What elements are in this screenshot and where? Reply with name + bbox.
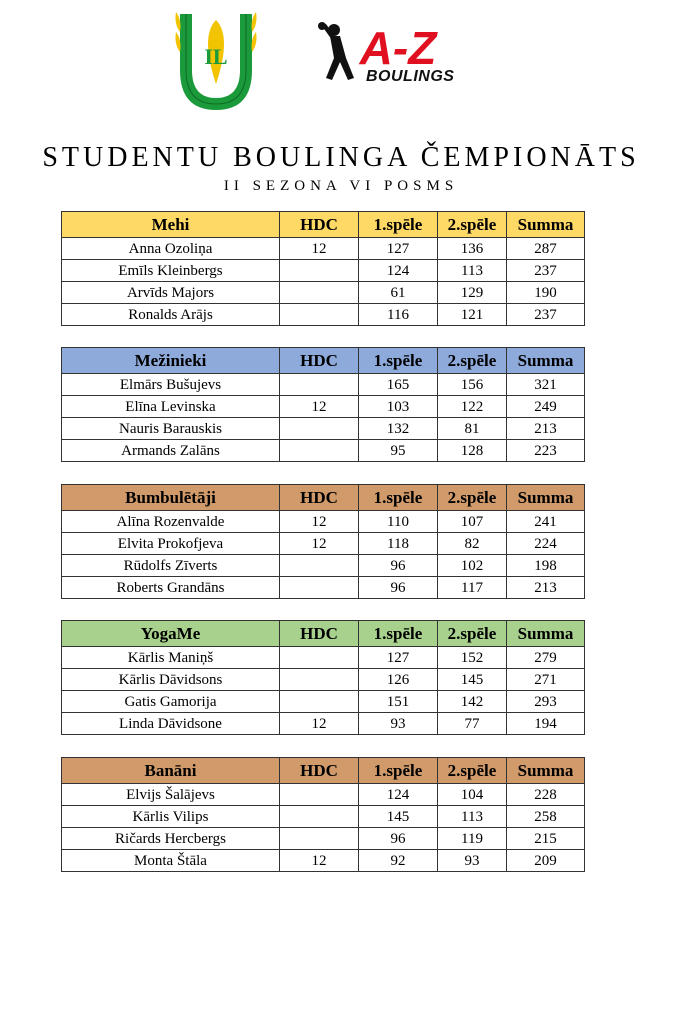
game2-cell: 113 <box>438 260 507 282</box>
game1-cell: 145 <box>359 806 438 828</box>
sum-cell: 249 <box>507 396 585 418</box>
game2-cell: 82 <box>438 533 507 555</box>
game1-cell: 151 <box>359 691 438 713</box>
game2-cell: 145 <box>438 669 507 691</box>
game2-cell: 136 <box>438 238 507 260</box>
sum-cell: 293 <box>507 691 585 713</box>
player-name: Kārlis Dāvidsons <box>62 669 280 691</box>
sum-header: Summa <box>507 621 585 647</box>
game1-cell: 61 <box>359 282 438 304</box>
sum-cell: 223 <box>507 440 585 462</box>
game2-cell: 107 <box>438 511 507 533</box>
sum-cell: 271 <box>507 669 585 691</box>
player-row <box>62 555 585 577</box>
sum-header: Summa <box>507 348 585 374</box>
player-row <box>62 850 585 872</box>
game2-header: 2.spēle <box>438 621 507 647</box>
player-row <box>62 260 585 282</box>
player-row <box>62 396 585 418</box>
sum-cell: 215 <box>507 828 585 850</box>
team-table <box>61 347 585 462</box>
game1-header: 1.spēle <box>359 621 438 647</box>
player-row <box>62 282 585 304</box>
team-table <box>61 757 585 872</box>
game1-cell: 165 <box>359 374 438 396</box>
player-row <box>62 238 585 260</box>
player-name: Elmārs Bušujevs <box>62 374 280 396</box>
team-name: Mehi <box>62 212 280 238</box>
team-table <box>61 211 585 326</box>
game1-cell: 96 <box>359 828 438 850</box>
player-row <box>62 533 585 555</box>
hdc-cell <box>280 828 359 850</box>
team-table <box>61 620 585 735</box>
hdc-cell <box>280 555 359 577</box>
player-name: Monta Štāla <box>62 850 280 872</box>
page-subtitle: II SEZONA VI POSMS <box>223 178 459 194</box>
game2-header: 2.spēle <box>438 348 507 374</box>
sum-header: Summa <box>507 758 585 784</box>
team-name: Mežinieki <box>62 348 280 374</box>
hdc-cell <box>280 282 359 304</box>
page-title: STUDENTU BOULINGA ČEMPIONĀTS <box>42 142 640 173</box>
game1-cell: 126 <box>359 669 438 691</box>
hdc-cell <box>280 304 359 326</box>
game1-cell: 118 <box>359 533 438 555</box>
game2-cell: 104 <box>438 784 507 806</box>
game2-cell: 119 <box>438 828 507 850</box>
player-row <box>62 669 585 691</box>
game1-cell: 103 <box>359 396 438 418</box>
player-row <box>62 511 585 533</box>
player-name: Armands Zalāns <box>62 440 280 462</box>
sum-cell: 228 <box>507 784 585 806</box>
hdc-header: HDC <box>280 348 359 374</box>
hdc-cell <box>280 784 359 806</box>
sum-cell: 279 <box>507 647 585 669</box>
hdc-cell <box>280 577 359 599</box>
player-row <box>62 713 585 735</box>
game2-cell: 129 <box>438 282 507 304</box>
player-row <box>62 374 585 396</box>
hdc-cell: 12 <box>280 533 359 555</box>
game2-cell: 121 <box>438 304 507 326</box>
game1-cell: 127 <box>359 647 438 669</box>
game2-header: 2.spēle <box>438 758 507 784</box>
hdc-header: HDC <box>280 485 359 511</box>
player-row <box>62 440 585 462</box>
player-row <box>62 828 585 850</box>
game1-header: 1.spēle <box>359 758 438 784</box>
game1-cell: 124 <box>359 260 438 282</box>
player-name: Elvijs Šalājevs <box>62 784 280 806</box>
sum-header: Summa <box>507 212 585 238</box>
hdc-header: HDC <box>280 212 359 238</box>
game1-cell: 95 <box>359 440 438 462</box>
hdc-cell: 12 <box>280 850 359 872</box>
player-name: Alīna Rozenvalde <box>62 511 280 533</box>
hdc-cell <box>280 418 359 440</box>
hdc-header: HDC <box>280 758 359 784</box>
sum-cell: 194 <box>507 713 585 735</box>
player-row <box>62 418 585 440</box>
game2-cell: 156 <box>438 374 507 396</box>
player-row <box>62 647 585 669</box>
team-name: Banāni <box>62 758 280 784</box>
hdc-cell <box>280 806 359 828</box>
game1-cell: 127 <box>359 238 438 260</box>
game2-header: 2.spēle <box>438 212 507 238</box>
team-header-row <box>62 621 585 647</box>
player-name: Ričards Hercbergs <box>62 828 280 850</box>
player-name: Rūdolfs Zīverts <box>62 555 280 577</box>
team-name: YogaMe <box>62 621 280 647</box>
game2-cell: 128 <box>438 440 507 462</box>
player-name: Emīls Kleinbergs <box>62 260 280 282</box>
hdc-cell <box>280 260 359 282</box>
player-row <box>62 784 585 806</box>
player-row <box>62 304 585 326</box>
team-header-row <box>62 212 585 238</box>
az-logo-subtext: BOULINGS <box>366 68 455 85</box>
player-name: Anna Ozoliņa <box>62 238 280 260</box>
player-row <box>62 691 585 713</box>
player-row <box>62 806 585 828</box>
logo-bar <box>0 0 682 140</box>
game1-header: 1.spēle <box>359 485 438 511</box>
hdc-cell: 12 <box>280 238 359 260</box>
hdc-cell <box>280 440 359 462</box>
player-name: Elīna Levinska <box>62 396 280 418</box>
game1-header: 1.spēle <box>359 348 438 374</box>
game1-header: 1.spēle <box>359 212 438 238</box>
game1-cell: 116 <box>359 304 438 326</box>
sum-cell: 321 <box>507 374 585 396</box>
game2-cell: 117 <box>438 577 507 599</box>
game1-cell: 93 <box>359 713 438 735</box>
game1-cell: 110 <box>359 511 438 533</box>
llu-logo-icon <box>172 6 260 118</box>
team-header-row <box>62 348 585 374</box>
game2-cell: 102 <box>438 555 507 577</box>
player-name: Linda Dāvidsone <box>62 713 280 735</box>
hdc-cell: 12 <box>280 396 359 418</box>
player-name: Roberts Grandāns <box>62 577 280 599</box>
sum-cell: 224 <box>507 533 585 555</box>
player-name: Gatis Gamorija <box>62 691 280 713</box>
game1-cell: 96 <box>359 555 438 577</box>
sum-cell: 209 <box>507 850 585 872</box>
player-name: Kārlis Maniņš <box>62 647 280 669</box>
sum-cell: 190 <box>507 282 585 304</box>
game2-cell: 77 <box>438 713 507 735</box>
svg-text:A-Z: A-Z <box>359 22 437 74</box>
game1-cell: 132 <box>359 418 438 440</box>
team-header-row <box>62 758 585 784</box>
sum-cell: 237 <box>507 260 585 282</box>
player-name: Nauris Barauskis <box>62 418 280 440</box>
hdc-cell <box>280 647 359 669</box>
game2-cell: 152 <box>438 647 507 669</box>
sum-cell: 237 <box>507 304 585 326</box>
hdc-cell <box>280 669 359 691</box>
hdc-cell <box>280 374 359 396</box>
game2-cell: 122 <box>438 396 507 418</box>
game2-header: 2.spēle <box>438 485 507 511</box>
sum-cell: 213 <box>507 577 585 599</box>
team-name: Bumbulētāji <box>62 485 280 511</box>
hdc-cell: 12 <box>280 713 359 735</box>
player-name: Ronalds Arājs <box>62 304 280 326</box>
player-name: Elvita Prokofjeva <box>62 533 280 555</box>
player-row <box>62 577 585 599</box>
game2-cell: 93 <box>438 850 507 872</box>
game1-cell: 96 <box>359 577 438 599</box>
sum-header: Summa <box>507 485 585 511</box>
team-table <box>61 484 585 599</box>
sum-cell: 287 <box>507 238 585 260</box>
game1-cell: 92 <box>359 850 438 872</box>
game1-cell: 124 <box>359 784 438 806</box>
hdc-header: HDC <box>280 621 359 647</box>
player-name: Arvīds Majors <box>62 282 280 304</box>
player-name: Kārlis Vilips <box>62 806 280 828</box>
sum-cell: 213 <box>507 418 585 440</box>
svg-text:IL: IL <box>204 44 228 69</box>
sum-cell: 241 <box>507 511 585 533</box>
team-header-row <box>62 485 585 511</box>
sum-cell: 258 <box>507 806 585 828</box>
game2-cell: 142 <box>438 691 507 713</box>
game2-cell: 81 <box>438 418 507 440</box>
hdc-cell: 12 <box>280 511 359 533</box>
game2-cell: 113 <box>438 806 507 828</box>
hdc-cell <box>280 691 359 713</box>
sum-cell: 198 <box>507 555 585 577</box>
